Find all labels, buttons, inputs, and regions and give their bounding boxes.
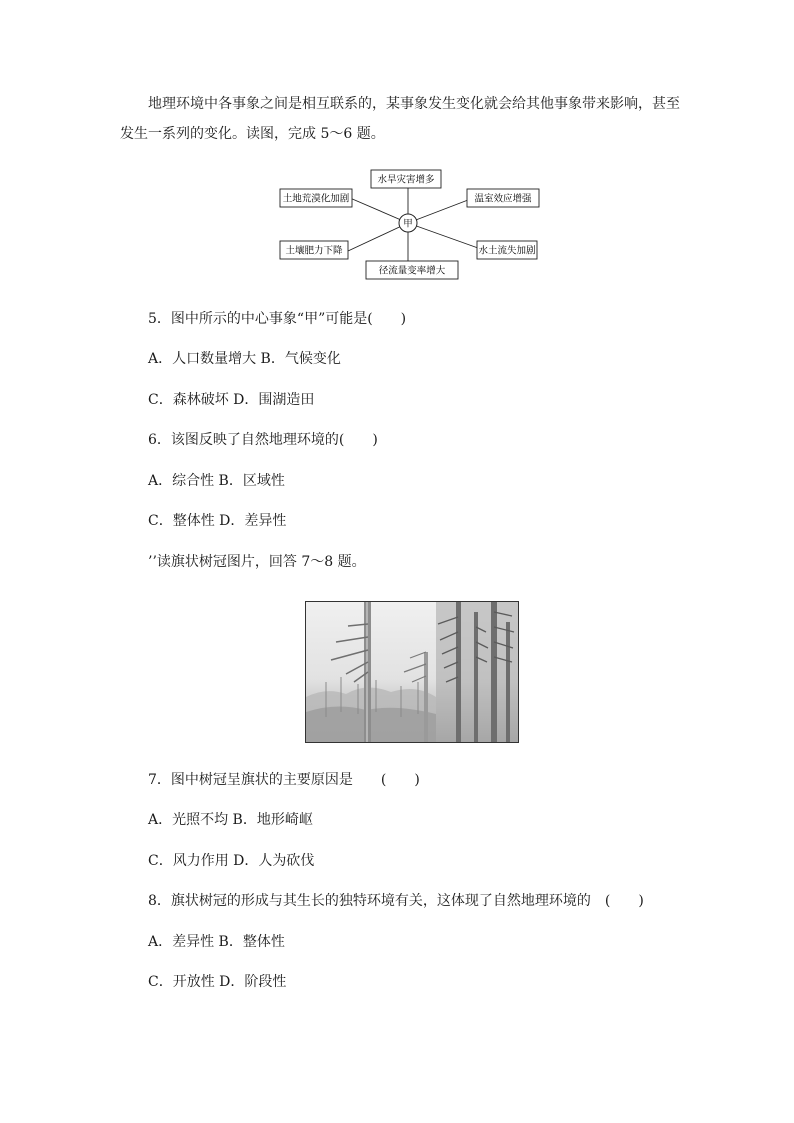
node-runoff: 径流量变率增大	[378, 265, 446, 277]
question-5-options-ab: A．人口数量增大 B．气候变化	[148, 351, 341, 367]
flag-tree-photo	[305, 601, 519, 743]
question-6-options-cd: C．整体性 D．差异性	[148, 513, 287, 529]
passage-intro-line2: 发生一系列的变化。读图，完成 5～6 题。	[120, 126, 385, 142]
node-desertification: 土地荒漠化加剧	[282, 193, 350, 205]
question-5-options-cd: C．森林破坏 D．围湖造田	[148, 392, 315, 408]
question-7-stem: 7．图中树冠呈旗状的主要原因是 ( )	[148, 772, 420, 788]
passage-intro-line1: 地理环境中各事象之间是相互联系的，某事象发生变化就会给其他事象带来影响，甚至	[148, 96, 680, 112]
question-6-stem: 6．该图反映了自然地理环境的( )	[148, 432, 378, 448]
question-7-options-cd: C．风力作用 D．人为砍伐	[148, 853, 315, 869]
question-8-stem: 8．旗状树冠的形成与其生长的独特环境有关，这体现了自然地理环境的 ( )	[148, 893, 644, 909]
node-soil-erosion: 水土流失加剧	[478, 245, 536, 257]
question-8-options-cd: C．开放性 D．阶段性	[148, 974, 287, 990]
question-5-stem: 5．图中所示的中心事象“甲”可能是( )	[148, 311, 407, 327]
question-8-options-ab: A．差异性 B．整体性	[148, 934, 285, 950]
node-greenhouse: 温室效应增强	[474, 193, 532, 205]
node-drought-flood: 水旱灾害增多	[377, 174, 435, 186]
causal-diagram	[278, 166, 542, 284]
question-7-options-ab: A．光照不均 B．地形崎岖	[148, 812, 313, 828]
passage-tree-intro: ’’读旗状树冠图片，回答 7～8 题。	[148, 554, 366, 570]
node-soil-fertility: 土壤肥力下降	[285, 245, 343, 257]
center-label: 甲	[403, 218, 413, 230]
question-6-options-ab: A．综合性 B．区域性	[148, 473, 285, 489]
